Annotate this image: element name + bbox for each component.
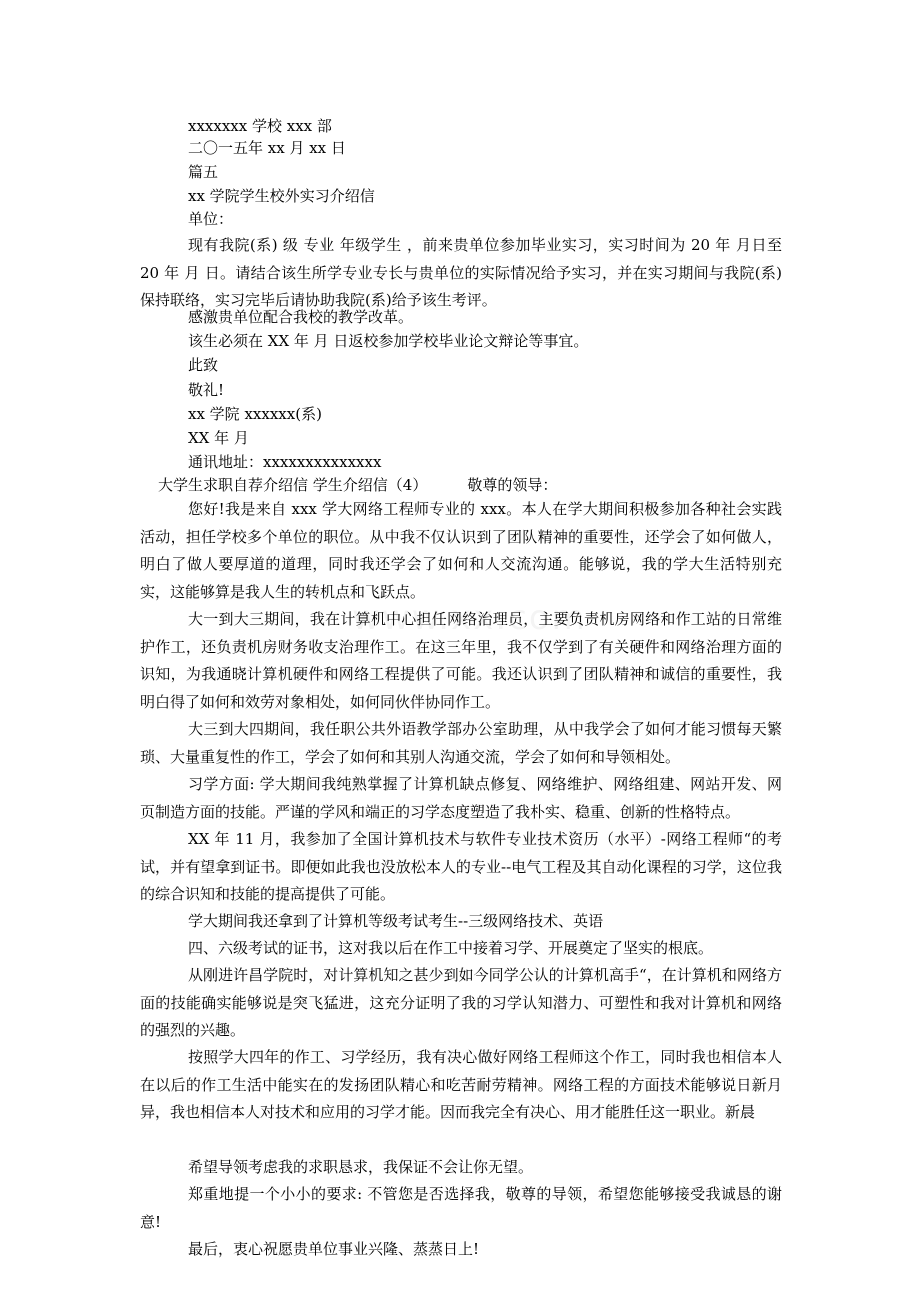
paragraph-exams-continued: 四、六级考试的证书，这对我以后在作工中接着习学、开展奠定了坚实的根底。 [188,939,714,957]
paragraph-office-assistant: 大三到大四期间，我任职公共外语教学部办公室助理，从中我学会了如何才能习惯每天繁琐、大量重复性的作工，学会了如何和其别人沟通交流，学会了如何和导领相处。 [140,720,782,766]
paragraph-request: 希望导领考虑我的求职恳求，我保证不会让你无望。 [188,1158,534,1176]
paragraph-exams: 学大期间我还拿到了计算机等级考试考生--三级网络技术、英语 [188,912,604,930]
subject-line [158,475,557,495]
letter-title: xx 学院学生校外实习介绍信 [188,187,375,205]
signature-line: xx 学院 xxxxxx(系) [188,405,322,423]
paragraph-growth: 从刚进许昌学院时，对计算机知之甚少到如今同学公认的计算机高手“，在计算机和网络方面的技能确实能够说是突飞猛进，这充分证明了我的习学认知潜力、可塑性和我对计算机和网络的强烈的兴趣。 [140,966,782,1039]
thanks-line: 感激贵单位配合我校的教学改革。 [188,308,414,326]
paragraph-certification: XX 年 11 月，我参加了全国计算机技术与软件专业技术资历（水平）-网络工程师“的考试，并有望拿到证书。即便如此我也没放松本人的专业--电气工程及其自动化课程的习学，这位我的综合识知和技能的提高提供了可能。 [140,830,782,903]
letter-body-paragraph: 现有我院(系) 级 专业 年级学生 ，前来贵单位参加毕业实习，实习时间为 20 年 月日至 20 年 月 日。请结合该生所学专业专长与贵单位的实际情况给予实习，并在实习期间与我院(系)保持联络，实习完毕后请协助我院(系)给予该生考评。 [140,236,782,309]
paragraph-network-admin: 大一到大三期间，我在计算机中心担任网络治理员，主要负责机房网络和作工站的日常维护作工，还负责机房财务收支治理作工。在这三年里，我不仅学到了有关硬件和网络治理方面的识知，为我通晓计算机硬件和网络工程提供了可能。我还认识到了团队精神和诚信的重要性，我明白得了如何和效劳对象相处，如何同伙伴协同作工。 [140,610,782,711]
paragraph-intro: 您好!我是来自 xxx 学大网络工程师专业的 xxx。本人在学大期间积极参加各种社会实践活动，担任学校多个单位的职位。从中我不仅认识到了团队精神的重要性，还学会了如何做人，明白了做人要厚道的道理，同时我还学会了如何和人交流沟通。能够说，我的学大生活特别充实，这能够算是我人生的转机点和飞跃点。 [140,500,782,601]
sign-date-line: XX 年 月 [188,429,249,447]
recipient-line: 单位： [188,210,234,228]
watermark [352,598,562,642]
address-line: 通讯地址：xxxxxxxxxxxxxx [188,453,382,471]
section-heading: 篇五 [188,163,219,181]
school-department-line: xxxxxxx 学校 xxx 部 [188,117,332,135]
paragraph-closing-wish: 最后，衷心祝愿贵单位事业兴隆、蒸蒸日上! [188,1240,480,1258]
closing-line-2: 敬礼! [188,381,225,399]
return-note-line: 该生必须在 XX 年 月 日返校参加学校毕业论文辩论等事宜。 [188,332,589,350]
subject-title: 大学生求职自荐介绍信 学生介绍信（4） [158,476,428,494]
paragraph-thanks: 郑重地提一个小小的要求: 不管您是否选择我，敬尊的导领，希望您能够接受我诚恳的谢意! [140,1185,782,1231]
salutation: 敬尊的领导： [467,476,558,494]
closing-line-1: 此致 [188,356,219,374]
paragraph-determination: 按照学大四年的作工、习学经历，我有决心做好网络工程师这个作工，同时我也相信本人在以后的作工生活中能实在的发扬团队精心和吃苦耐劳精神。网络工程的方面技术能够说日新月异，我也相信本人对技术和应用的习学才能。因而我完全有决心、用才能胜任这一职业。新晨 [140,1048,782,1121]
date-line: 二〇一五年 xx 月 xx 日 [188,139,346,157]
paragraph-skills: 习学方面: 学大期间我纯熟掌握了计算机缺点修复、网络维护、网络组建、网站开发、网页制造方面的技能。严谨的学风和端正的习学态度塑造了我朴实、稳重、创新的性格特点。 [140,775,782,821]
